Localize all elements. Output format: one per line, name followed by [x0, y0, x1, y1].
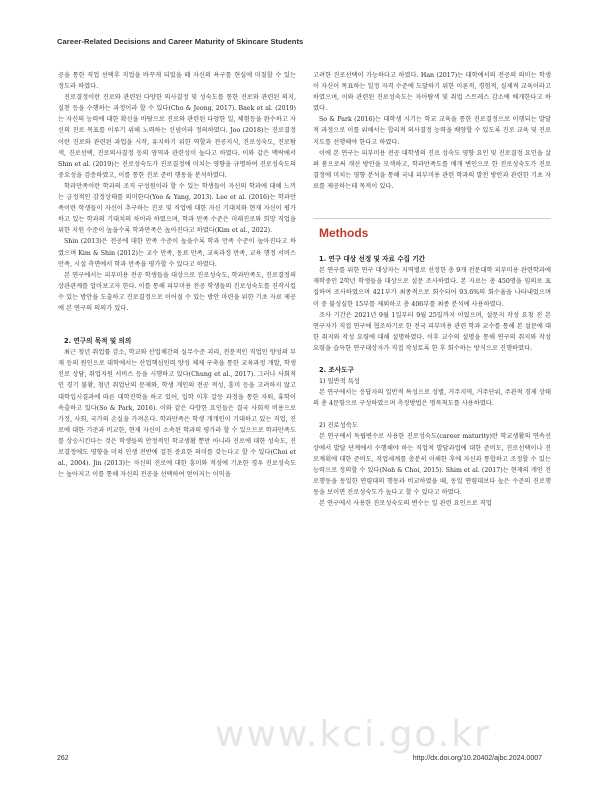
methods-heading: Methods	[319, 226, 369, 241]
subsubsection-heading: 2) 진로성숙도	[319, 422, 358, 430]
methods-heading-block	[313, 218, 551, 241]
paragraph: 본 연구를 위한 연구 대상자는 지역별로 선정한 총 9개 전문대학 피부미용 관련학과에 재학중인 2학년 학생들을 대상으로 설문 조사하였다. 본 자료는 총 450명을 임의로 표집하여 조사하였으며 421부가 최종적으로 회수되어 93.6%의 회수율을 나타내었으며 이 중 불성실한 15부를 제외하고 총 406부를 최종 분석에 사용하였다.	[313, 267, 551, 308]
paragraph: 공을 통한 직업 선택후 직업을 바꾸게 되었을 때 자신의 욕구를 현실에 미칠할 수 있는 정도라 하였다.	[58, 72, 296, 91]
paragraph: 본 연구에서 독립변수로 사용한 진로성숙도(career maturity)란 학교생활의 연속선상에서 발달 단계에서 수행해야 하는 직업적 발달과업에 대한 준비도, 진로선택이나 진로계획에 대한 준비도, 직업세계를 충분히 이해한 후에 자신과 통합하고 조정할 수 있는 능력으로 정의할 수 있다(Noh & Choi, 2015). Shim et al. (2017)는 현재의 개인 진로행동을 동일한 연령대의 행동과 비교하였을 때, 동일 연령대보다 높은 수준의 진로행동을 보이면 진로성숙도가 높다고 할 수 있다고 하였다.	[313, 433, 551, 496]
subsection-heading-2: 2. 조사도구	[319, 365, 354, 374]
left-column	[58, 70, 296, 480]
paragraph: 진로결정이란 진로와 관련된 다양한 의사결정 및 성숙도를 통한 진로와 관련된 의지, 실천 등을 수행하는 과정이라 할 수 있다(Cho & Jeong, 2017). Baek et al. (2019)는 자신의 능력에 대한 확신을 바탕으로 진로와 관련된 다양한 일, 체험등을 완수하고 자신의 진로 목표를 이루기 위해 노력하는 신념이라 정의하였다. Joo (2018)는 진로결정이란 진로와 관련된 과업을 시작, 유지하기 위한 역할과 전공지식, 진로성숙도, 진로탐색, 진로선택, 진로의사결정 등의 영역과 관련성이 높다고 하였다. 이와 같은 맥락에서 Shin et al. (2019)는 진로성숙도가 진로결정에 미치는 영향을 규명하여 진로성숙도의 중요성을 검증하였고, 이를 통한 진로 준비 행동을 분석하였다.	[58, 94, 296, 179]
paragraph: 본 연구에서는 피부미용 전공 학생들을 대상으로 진로성숙도, 학과만족도, 진로결정의 상관관계를 알아보고자 한다. 이를 통해 피부미용 전공 학생들의 진로성숙도를 진작시킬 수 있는 방안을 도출하고 진로결정으로 이어질 수 있는 방안 마련을 위한 기초 자료 제공에 본 연구의 의의가 있다.	[58, 271, 296, 312]
right-column	[313, 70, 551, 509]
running-title: Career-Related Decisions and Career Maturity of Skincare Students	[57, 37, 304, 46]
paragraph: 조사 기간은 2021년 9월 1일부터 9월 25일까지 이었으며, 설문지 작성 요청 전 본 연구자가 직접 연구에 협조하기로 한 전국 피부미용 관련 학과 교수를 통해 본 설문에 대한 취지와 작성 요령에 대해 설명하였다. 이후 교수의 설명을 통해 연구의 취지와 작성 요령을 습득한 연구대상자가 직접 작성토록 한 후 회수하는 방식으로 진행하였다.	[313, 311, 551, 352]
paragraph: 본 연구에서 사용한 진로성숙도의 변수는 일 관련 요인으로 직업	[319, 500, 492, 507]
watermark: www.kci.go.kr	[215, 714, 491, 755]
paragraph: Shin (2013)은 전공에 대한 만족 수준이 높을수록 학과 만족 수준이 높아진다고 하였으며 Kim & Shin (2012)는 교수 만족, 동료 만족, 교육과정 만족, 교육 행정 서비스 만족, 시설 측면에서 학과 만족을 평가할 수 있다고 하였다.	[58, 238, 296, 268]
paragraph: 본 연구에서는 응답자의 일반적 특성으로 성별, 거주지역, 거주단위, 주관적 경제 상태의 총 4문항으로 구성하였으며 측정방법은 명목척도를 사용하였다.	[313, 389, 551, 408]
divider	[313, 218, 551, 219]
subsection-heading-1: 1. 연구 대상 선정 및 자료 수집 기간	[319, 255, 425, 264]
paragraph: 학과만족이란 학과의 조직 구성원이라 할 수 있는 학생들이 자신의 학과에 대해 느끼는 긍정적인 감정상태를 의미한다(Yoo & Yang, 2013). Lee et al. (2016)는 학과만족이란 학생들이 자신이 추구하는 진로 및 직업에 대한 자신 기대치와 현재 자신이 평가하고 있는 학과의 기대치의 차이라 하였으며, 학과 만족 수준은 미래진로와 희망 직업을 위한 지원 수준이 높을수록 학과만족은 높아진다고 하였다(Kim et al., 2022).	[58, 182, 296, 235]
paragraph: 고려한 진로선택이 가능하다고 하였다. Han (2017)는 대학에서의 전공의 의미는 학생이 자신이 목표하는 일정 자격 수준에 도달하기 위한 이론적, 경험적, 실제적 교육이라고 하였으며, 이와 관련된 진로성숙도는 자아탐색 및 취업 스트레스 감소에 배개한다고 하였다.	[313, 72, 551, 113]
section-heading-2: 2. 연구의 목적 및 의의	[64, 337, 132, 346]
paragraph: So & Park (2016)는 대학생 시기는 학교 교육을 통한 진로결정으로 이행되는 발달적 과정으로 이를 위해서는 합리적 의사결정 능력을 배양할 수 있도록 진로 교육 및 진로지도를 선행해야 한다고 하였다.	[313, 116, 551, 146]
doi-link[interactable]: http://dx.doi.org/10.20402/ajbc.2024.0007	[412, 755, 542, 762]
paragraph: 이에 본 연구는 피부미용 전공 대학생의 진로 성숙도 영향 요인 및 진로결정 요인을 살펴 봄으로써 개선 방안을 모색하고, 학과만족도를 매개 변인으로 한 진로성숙도가 진로결정에 미치는 영향 분석을 통해 국내 피부미용 관련 학과의 발전 방안과 관련한 기초 자료를 제공하는데 목적이 있다.	[313, 149, 551, 190]
paragraph: 최근 청년 취업률 감소, 학교와 산업체간의 실무수준 괴리, 전문적인 직업인 양성의 부재 등의 원인으로 대학에서는 산업핵심인력 양성 체제 구축을 통한 교육과정 개발, 학생 진로 상담, 취업지원 서비스 등을 시행하고 있다(Chung et al., 2017). 그러나 사회적인 경기 불황, 청년 취업난의 문제와, 학생 개인의 전공 적성, 흥미 등을 고려하지 않고 대학입시결과에 따른 대학진학을 하고 있어, 입학 이후 갈등 과정을 통한 자퇴, 휴학이 속출하고 있다(So & Park, 2016). 이와 같은 다양한 요인들은 결국 사회적 비용으로 가정, 사회, 국가의 손실을 가져온다. 학과만족은 학생 개개인이 기대하고 있는 직업, 진로에 대한 기준과 비교한, 현재 자신이 소속된 학과의 평가라 할 수 있으므로 학과만족도를 상승시킨다는 것은 학생들의 안정적인 학교생활 뿐만 아니라 진로에 대한 성숙도, 진로결정에도 영향을 미쳐 인생 전반에 걸친 중요한 의미를 갖는다고 할 수 있다(Choi et al., 2004). Jin (2013)는 자신의 진로에 대한 흥미와 적성에 기초한 경우 진로성숙도는 높아지고 이를 통해 자신의 전공을 선택하여 얻어지는 이익을	[58, 349, 296, 479]
page-number: 262	[57, 755, 69, 762]
subsubsection-heading: 1) 일반적 특성	[319, 378, 360, 386]
